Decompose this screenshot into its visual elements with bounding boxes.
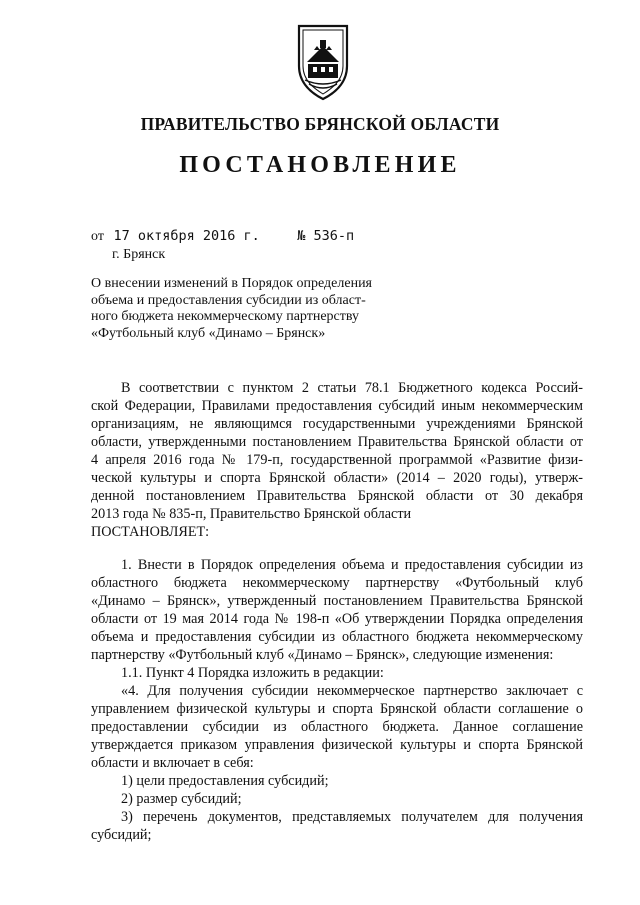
list-item-continuation: субсидий;: [91, 827, 152, 843]
date-number-line: [91, 228, 354, 245]
text-line: «4. Для получения субсидии некоммерческое партнерство заключает с: [121, 683, 583, 699]
subject-line: объема и предоставления субсидии из област-: [91, 292, 366, 308]
text-line: предоставлении субсидии из областного бюджета. Данное соглашение: [91, 719, 583, 735]
quoted-point-4: [91, 682, 583, 844]
decree-date: 17 октября 2016 г.: [113, 228, 260, 244]
list-item: 2) размер субсидий;: [121, 791, 242, 807]
text-line: ческой культуры и спорта Брянской области» (2014 – 2020 годы), утверж-: [91, 470, 583, 486]
text-line: 4 апреля 2016 года № 179-п, государственной программой «Развитие физи-: [91, 452, 583, 468]
government-name: ПРАВИТЕЛЬСТВО БРЯНСКОЙ ОБЛАСТИ: [140, 114, 500, 134]
list-item: 3) перечень документов, представляемых получателем для получения: [121, 809, 583, 825]
point-1-1-line: 1.1. Пункт 4 Порядка изложить в редакции:: [121, 665, 384, 681]
text-line: областного бюджета некоммерческому партнерству «Футбольный клуб: [91, 575, 583, 591]
text-line: области от 19 мая 2014 года № 198-п «Об утверждении Порядка определения: [91, 611, 583, 627]
text-line: В соответствии с пунктом 2 статьи 78.1 Бюджетного кодекса Россий-: [121, 380, 583, 396]
decree-number: № 536-п: [297, 228, 355, 244]
text-line: 1. Внести в Порядок определения объема и предоставления субсидии из: [121, 557, 583, 573]
text-line: ской Федерации, Правилами предоставления субсидий иным некоммерческим: [91, 398, 583, 414]
text-line: утверждается приказом управления физической культуры и спорта Брянской: [91, 737, 583, 753]
document-type-title: ПОСТАНОВЛЕНИЕ: [179, 152, 461, 178]
subject-line: «Футбольный клуб «Динамо – Брянск»: [91, 325, 326, 341]
text-line: управлением физической культуры и спорта Брянской области соглашение о: [91, 701, 583, 717]
point-1-paragraph: [91, 556, 583, 682]
text-line: денной постановлением Правительства Брянской области от 30 декабря: [91, 488, 583, 504]
city-name: г. Брянск: [112, 247, 166, 262]
preamble-paragraph: [91, 379, 583, 541]
decree-subject: [91, 276, 421, 342]
date-prefix: от: [91, 229, 104, 244]
subject-line: ного бюджета некоммерческому партнерству: [91, 309, 360, 324]
text-line: области и включает в себя:: [91, 755, 254, 771]
text-line: организациям, не являющимся государственными учреждениями Брянской: [91, 416, 583, 432]
text-line: партнерству «Футбольный клуб «Динамо – Брянск», следующие изменения:: [91, 647, 554, 663]
text-line: объема и предоставления субсидии из областного бюджета некоммерческому: [91, 629, 583, 645]
resolves-word: ПОСТАНОВЛЯЕТ:: [91, 524, 210, 540]
text-line: 2013 года № 835-п, Правительство Брянской области: [91, 506, 412, 522]
coat-of-arms-emblem: [293, 22, 353, 102]
text-line: области, утвержденными постановлением Правительства Брянской области от: [91, 434, 583, 450]
text-line: «Динамо – Брянск», утвержденный постановлением Правительства Брянской: [91, 593, 583, 609]
subject-line: О внесении изменений в Порядок определения: [91, 276, 372, 291]
list-item: 1) цели предоставления субсидий;: [121, 773, 329, 789]
